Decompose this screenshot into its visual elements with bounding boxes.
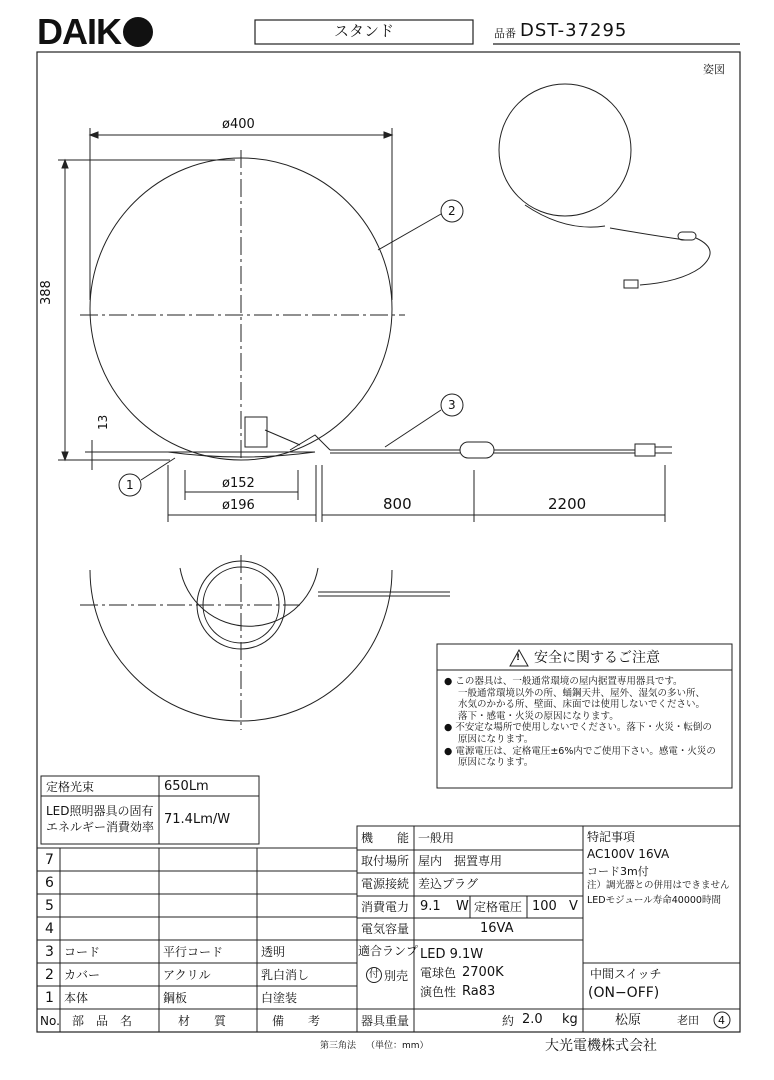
parts-header-name: 部 品 名	[72, 1014, 133, 1028]
signoff-name-2: 老田	[677, 1014, 699, 1027]
spec-rated-value: 100	[532, 899, 557, 914]
switch-value: (ON−OFF)	[588, 985, 660, 1001]
part-row-no: 4	[45, 921, 54, 937]
safety-line: 一般通常環境以外の所、蛹鋼天井、屋外、湿気の多い所、	[458, 687, 706, 699]
lum-label-2b: エネルギー消費効率	[46, 820, 155, 834]
footer-company: 大光電機株式会社	[545, 1038, 657, 1054]
spec-lamp-sub-icon: 付	[366, 967, 382, 983]
notes-line4: LEDモジュール寿命40000時間	[587, 895, 721, 906]
spec-weight-label: 器具重量	[361, 1014, 410, 1028]
spec-weight-unit: kg	[562, 1012, 578, 1027]
notes-line1: AC100V 16VA	[587, 847, 670, 861]
spec-lamp-line1: LED 9.1W	[420, 947, 484, 962]
dim-base-inner: ø152	[222, 476, 255, 491]
part-row-no: 6	[45, 875, 54, 891]
spec-func-value: 一般用	[418, 831, 455, 845]
safety-text	[444, 676, 730, 769]
lum-label-1: 定格光束	[46, 780, 95, 794]
spec-lamp-sub: 別売	[384, 969, 409, 983]
part-row-note: 白塗装	[261, 991, 298, 1005]
spec-weight-prefix: 約	[502, 1014, 515, 1028]
switch-title: 中間スイッチ	[590, 967, 662, 981]
spec-lamp-line2a: 電球色	[420, 966, 457, 980]
spec-lamp-line2b: 2700K	[462, 965, 504, 980]
spec-func-label: 機 能	[361, 831, 410, 845]
safety-bullet: ● 不安定な場所で使用しないでください。落下・火災・転倒の	[444, 722, 712, 734]
safety-title: 安全に関するご注意	[534, 650, 660, 666]
lum-value-2: 71.4Lm/W	[164, 812, 231, 827]
dim-cord-a: 800	[383, 495, 412, 513]
part-row-material: アクリル	[163, 968, 211, 982]
parts-header-material: 材 質	[178, 1014, 227, 1028]
part-row-no: 3	[45, 944, 54, 960]
safety-line: 水気のかかる所、壁面、床面では使用しないでください。	[458, 699, 706, 711]
spec-rated-unit: V	[569, 899, 578, 914]
part-row-material: 鋼板	[163, 991, 188, 1005]
safety-line: 落下・感電・火災の原因になります。	[458, 710, 619, 722]
callout-3: 3	[448, 398, 456, 412]
callout-2: 2	[448, 204, 456, 218]
lum-label-2a: LED照明器具の固有	[46, 804, 154, 818]
parts-header-note: 備 考	[272, 1014, 321, 1028]
spec-rated-label: 定格電圧	[474, 900, 523, 914]
part-row-material: 平行コード	[163, 945, 224, 959]
part-prefix: 品番	[494, 27, 516, 40]
part-row-note: 乳白消し	[261, 968, 310, 982]
page-title: スタンド	[333, 22, 394, 40]
spec-lamp-line3a: 演色性	[420, 985, 457, 999]
spec-capacity-value: 16VA	[480, 921, 514, 936]
dim-height: 388	[39, 280, 54, 305]
parts-header-no: No.	[40, 1014, 60, 1028]
revision-number: 4	[718, 1014, 725, 1027]
brand-sun-icon	[123, 17, 153, 47]
lum-value-1: 650Lm	[164, 779, 209, 794]
part-row-name: コード	[64, 945, 101, 959]
spec-lamp-line3b: Ra83	[462, 984, 496, 999]
dim-cord-b: 2200	[548, 495, 587, 513]
spec-capacity-label: 電気容量	[361, 922, 410, 936]
spec-consumption-value: 9.1	[420, 899, 441, 914]
safety-bullet: ● この器具は、一般通常環境の屋内据置専用器具です。	[444, 676, 683, 687]
view-label: 姿図	[703, 63, 725, 76]
spec-lamp-label: 適合ランプ	[358, 944, 419, 958]
spec-power-label: 電源接続	[361, 877, 410, 891]
warning-icon: !	[516, 653, 521, 663]
dim-base-outer: ø196	[222, 498, 255, 513]
part-row-name: カバー	[64, 968, 101, 982]
dim-base-height: 13	[96, 414, 110, 430]
spec-power-value: 差込プラグ	[418, 877, 479, 891]
footer-projection: 第三角法	[320, 1041, 357, 1051]
spec-weight-value: 2.0	[522, 1012, 543, 1027]
part-row-no: 1	[45, 990, 54, 1006]
part-row-note: 透明	[261, 945, 286, 959]
part-row-name: 本体	[64, 991, 89, 1005]
safety-bullet: ● 電源電圧は、定格電圧±6%内でご使用下さい。感電・火災の	[444, 745, 716, 757]
globe-perspective	[499, 84, 631, 216]
part-row-no: 7	[45, 852, 54, 868]
brand-text: DAIK	[37, 11, 121, 52]
spec-mount-label: 取付場所	[361, 854, 410, 868]
brand-logo	[37, 11, 153, 52]
spec-consumption-label: 消費電力	[361, 900, 410, 914]
spec-consumption-unit: W	[456, 899, 469, 914]
spec-mount-value: 屋内 据置専用	[418, 854, 503, 868]
safety-line: 原因になります。	[458, 757, 534, 769]
notes-title: 特記事項	[587, 830, 636, 844]
safety-line: 原因になります。	[458, 733, 534, 745]
callout-1: 1	[126, 478, 134, 492]
footer-unit: （単位：mm）	[366, 1041, 429, 1051]
notes-line3: 注）調光器との併用はできません	[587, 880, 730, 891]
part-row-no: 2	[45, 967, 54, 983]
part-number: DST-37295	[520, 20, 628, 41]
dim-width: ø400	[222, 117, 255, 132]
signoff-name-1: 松原	[615, 1013, 642, 1028]
notes-line2: コード3m付	[587, 865, 649, 878]
part-row-no: 5	[45, 898, 54, 914]
